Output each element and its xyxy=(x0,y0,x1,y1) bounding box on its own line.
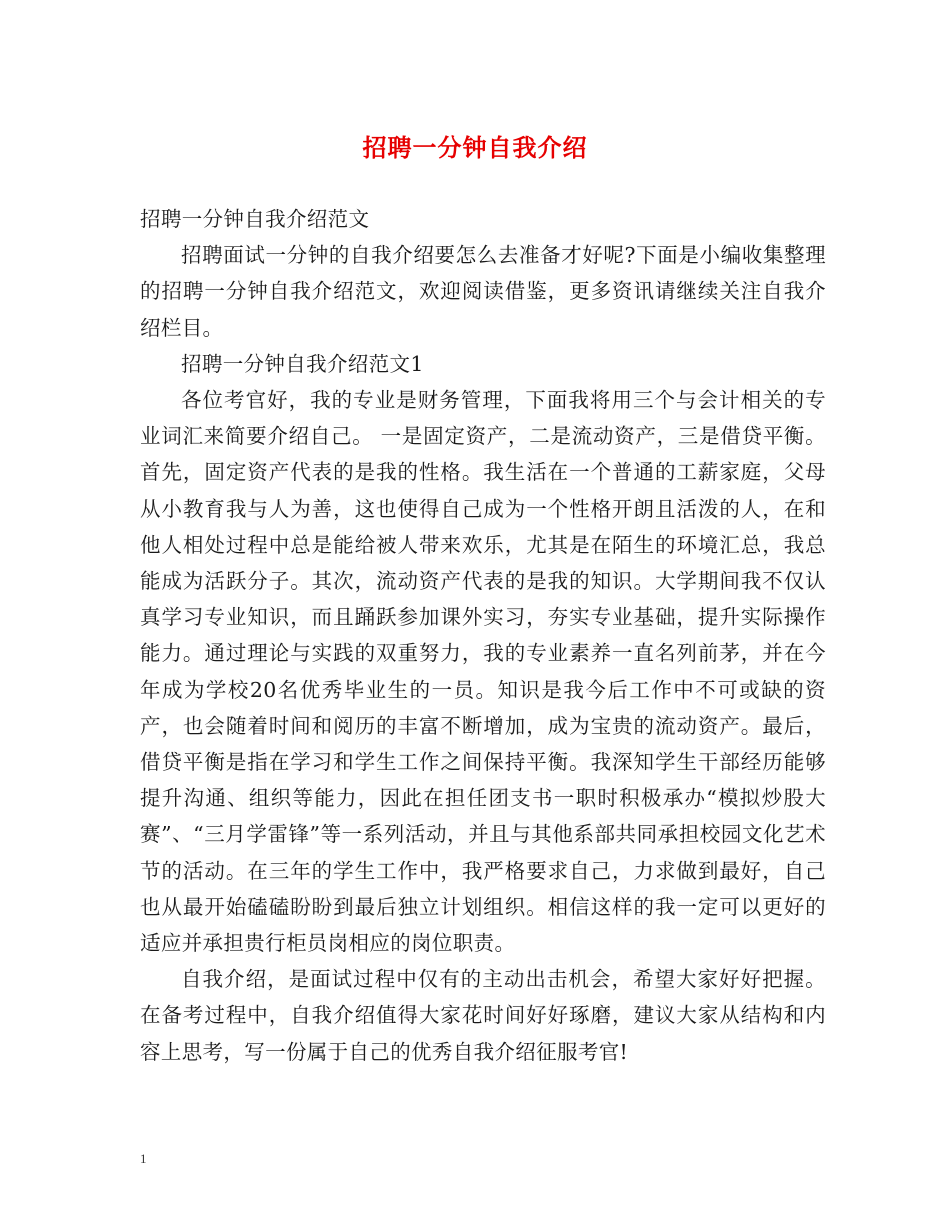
sample-paragraph: 各位考官好，我的专业是财务管理，下面我将用三个与会计相关的专业词汇来简要介绍自己。 一是固定资产，二是流动资产，三是借贷平衡。首先，固定资产代表的是我的性格。我生活在一个普通的工薪家庭，父母从小教育我与人为善，这也使得自己成为一个性格开朗且活泼的人，在和他人相处过程中总是能给被人带来欢乐，尤其是在陌生的环境汇总，我总能成为活跃分子。其次，流动资产代表的是我的知识。大学期间我不仅认真学习专业知识，而且踊跃参加课外实习，夯实专业基础，提升实际操作能力。通过理论与实践的双重努力，我的专业素养一直名列前茅，并在今年成为学校20名优秀毕业生的一员。知识是我今后工作中不可或缺的资产，也会随着时间和阅历的丰富不断增加，成为宝贵的流动资产。最后，借贷平衡是指在学习和学生工作之间保持平衡。我深知学生干部经历能够提升沟通、组织等能力，因此在担任团支书一职时积极承办“模拟炒股大赛”、“三月学雷锋”等一系列活动，并且与其他系部共同承担校园文化艺术节的活动。在三年的学生工作中，我严格要求自己，力求做到最好，自己也从最开始磕磕盼盼到最后独立计划组织。相信这样的我一定可以更好的适应并承担贵行柜员岗相应的岗位职责。 xyxy=(140,388,826,956)
sample-heading: 招聘一分钟自我介绍范文1 xyxy=(181,351,424,376)
page-number: 1 xyxy=(140,1151,147,1166)
closing-paragraph: 自我介绍，是面试过程中仅有的主动出击机会，希望大家好好把握。在备考过程中，自我介绍值得大家花时间好好琢磨，建议大家从结构和内容上思考，写一份属于自己的优秀自我介绍征服考官! xyxy=(140,967,826,1064)
section-heading: 招聘一分钟自我介绍范文 xyxy=(140,207,370,231)
document-body xyxy=(140,201,826,1070)
document-title: 招聘一分钟自我介绍 xyxy=(362,133,588,162)
intro-paragraph: 招聘面试一分钟的自我介绍要怎么去准备才好呢?下面是小编收集整理的招聘一分钟自我介绍范文，欢迎阅读借鉴，更多资讯请继续关注自我介绍栏目。 xyxy=(140,243,826,340)
